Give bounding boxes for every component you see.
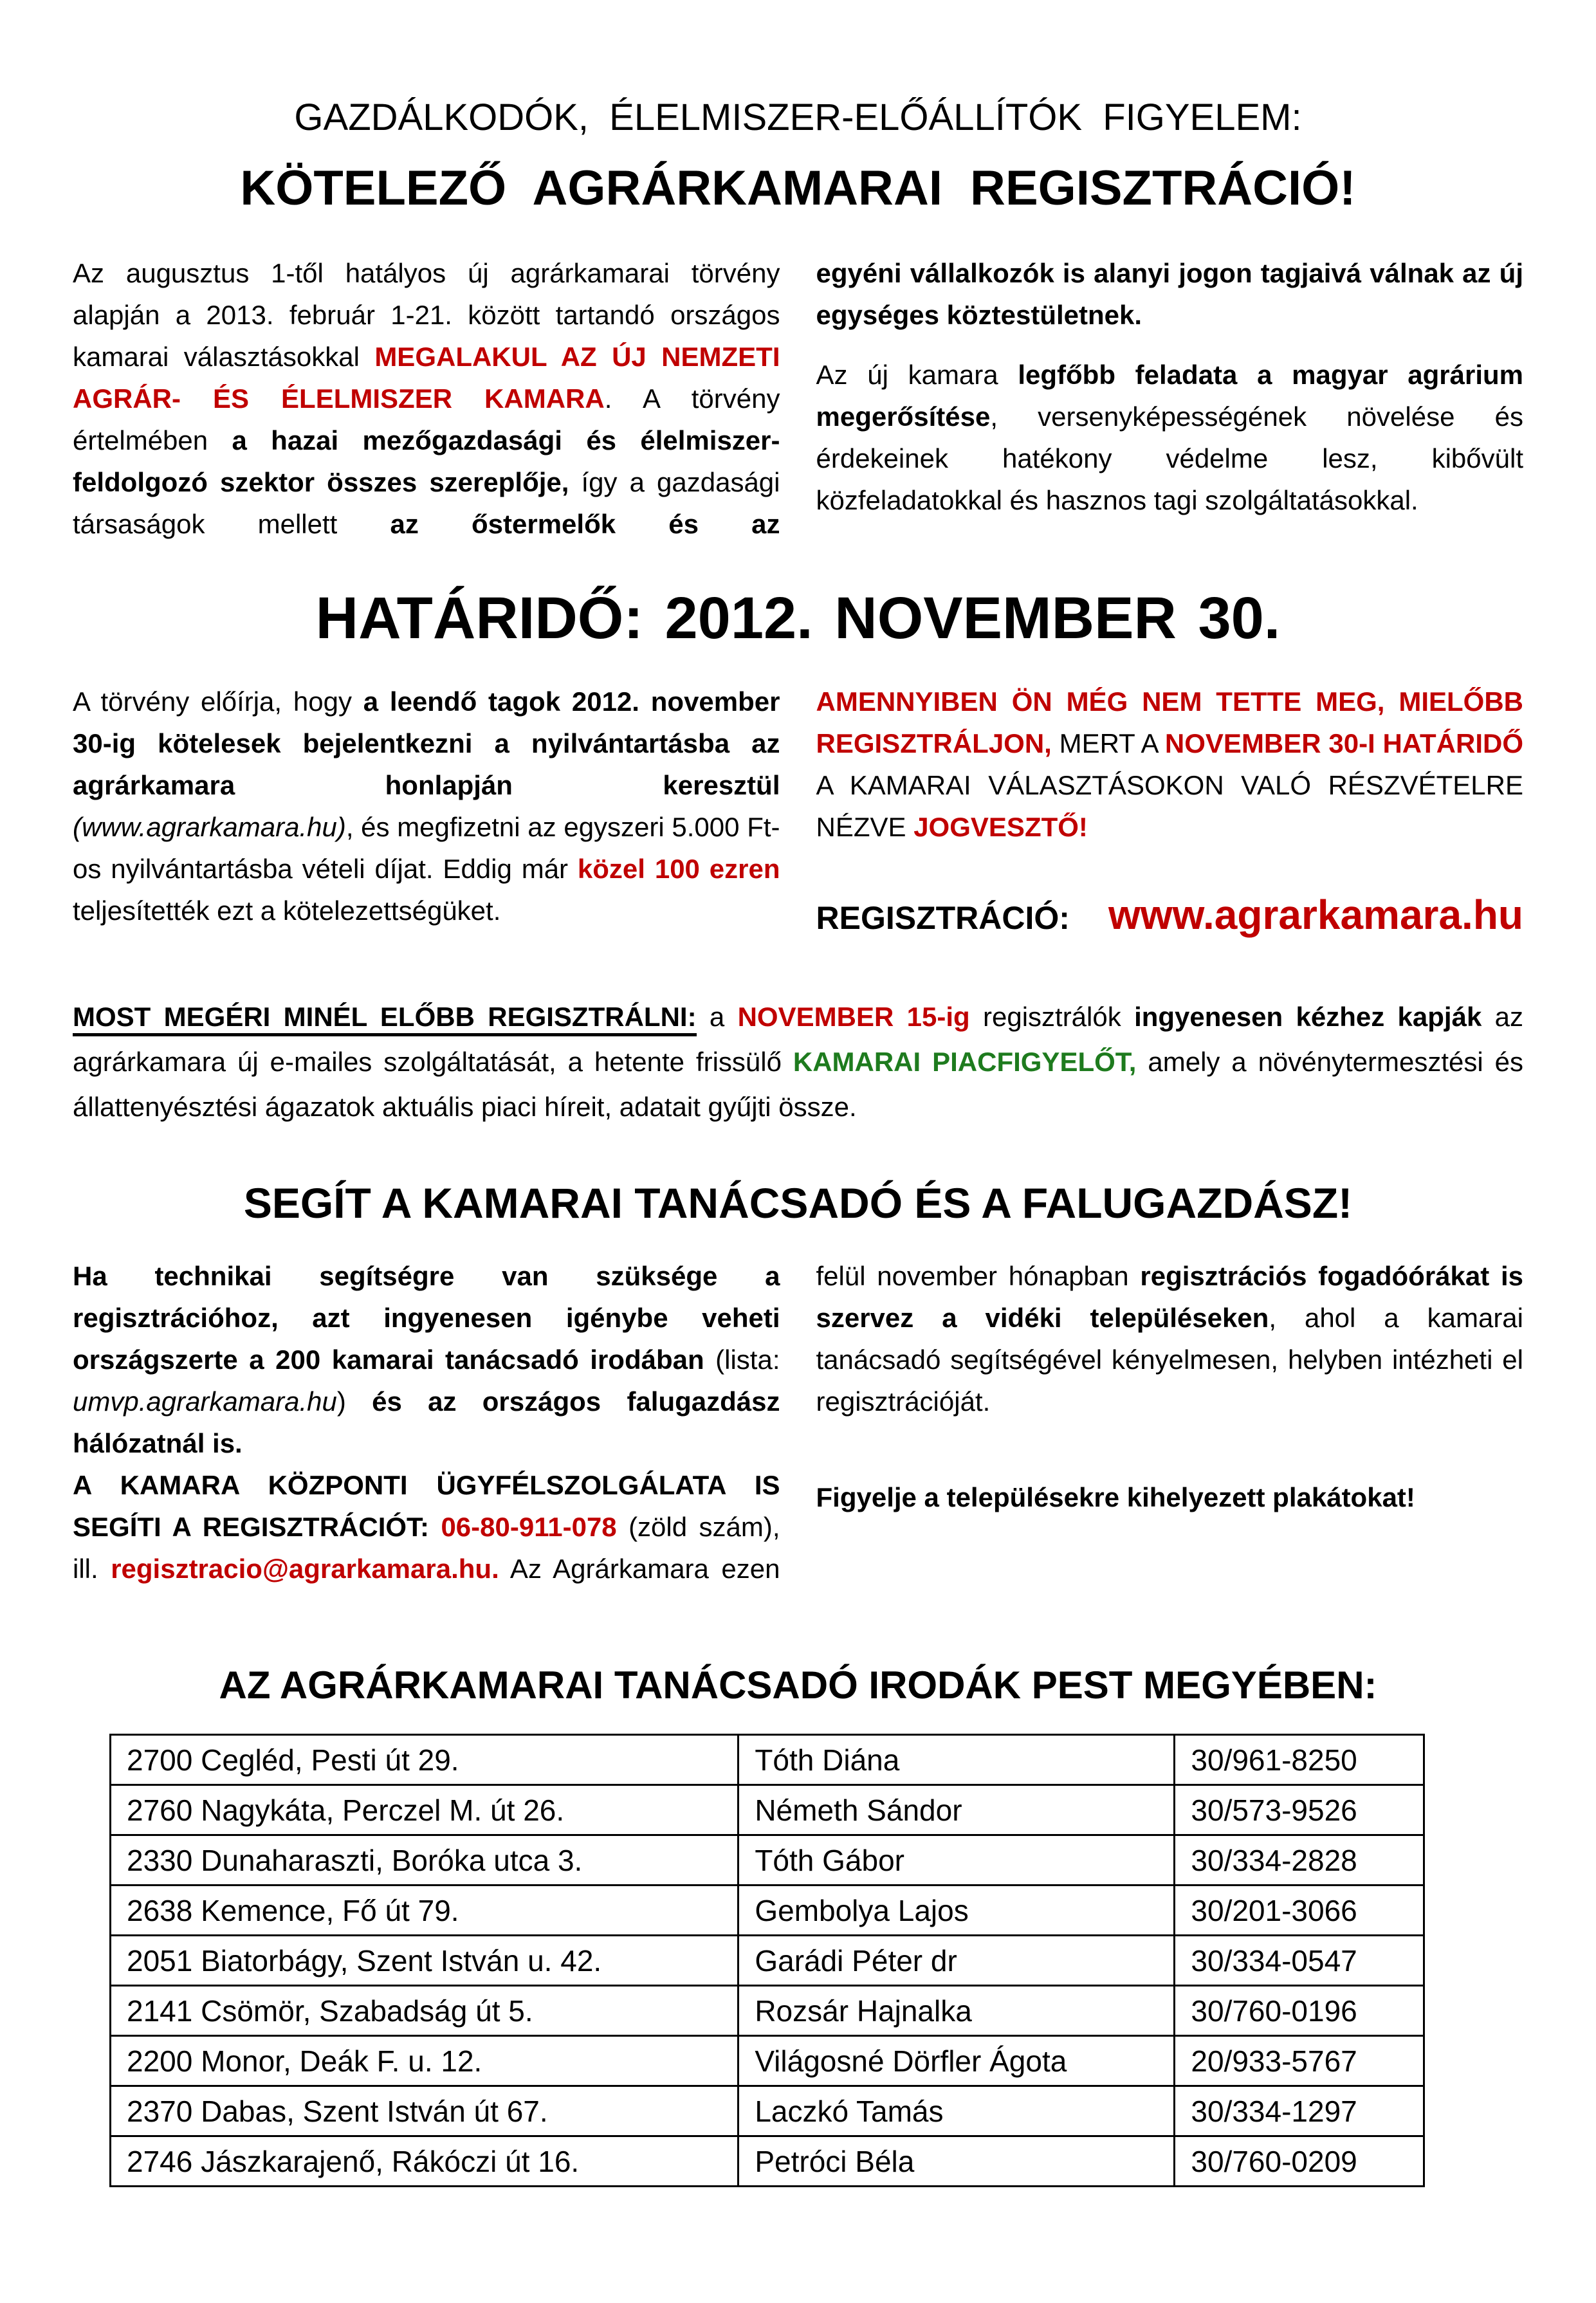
office-row: [111, 1735, 1424, 1785]
office-address-cell: 2370 Dabas, Szent István út 67.: [111, 2086, 738, 2136]
text-span: umvp.agrarkamara.hu: [73, 1386, 337, 1417]
text-span: KAMARAI PIACFIGYELŐT,: [793, 1047, 1137, 1078]
intro-right-column: [816, 252, 1524, 545]
intro-right-paragraph-1: [816, 252, 1524, 336]
office-phone-cell: 30/760-0196: [1175, 1986, 1424, 2036]
deadline-left-paragraph: [73, 681, 780, 931]
text-span: legfőbb feladata a magyar agrárium megerősítése: [816, 360, 1523, 432]
office-phone-cell: 30/334-2828: [1175, 1835, 1424, 1886]
office-row: [111, 2136, 1424, 2187]
office-row: [111, 1986, 1424, 2036]
office-phone-cell: 30/334-0547: [1175, 1936, 1424, 1986]
office-row: [111, 1936, 1424, 1986]
office-name-cell: Rozsár Hajnalka: [738, 1986, 1175, 2036]
office-address-cell: 2051 Biatorbágy, Szent István u. 42.: [111, 1936, 738, 1986]
offices-table: [109, 1734, 1425, 2187]
text-span: az agrárkamara új e-mailes szolgáltatását, a hetente frissülő: [73, 1002, 1524, 1078]
intro-left-column: [73, 252, 780, 545]
text-span: Az augusztus 1-től hatályos új agrárkamarai törvény alapján a 2013. február 1-21. között tartandó országos kamarai választásokkal: [73, 258, 780, 372]
office-row: [111, 2036, 1424, 2086]
text-span: AMENNYIBEN ÖN MÉG NEM TETTE MEG, MIELŐBB REGISZTRÁLJON,: [816, 686, 1523, 759]
text-span: JOGVESZTŐ!: [913, 812, 1088, 843]
registration-label: REGISZTRÁCIÓ:: [816, 900, 1070, 937]
text-span: Ha technikai segítségre van szüksége a regisztrációhoz, azt ingyenesen igénybe veheti országszerte a 200 kamarai tanácsadó irodában: [73, 1261, 780, 1375]
office-name-cell: Petróci Béla: [738, 2136, 1175, 2187]
deadline-right-column: [816, 681, 1524, 939]
office-name-cell: Tóth Gábor: [738, 1835, 1175, 1886]
text-span: ): [336, 1386, 372, 1417]
intro-right-paragraph-2: [816, 354, 1524, 521]
office-name-cell: Laczkó Tamás: [738, 2086, 1175, 2136]
text-span: Az Agrárkamara ezen: [499, 1554, 780, 1584]
office-row: [111, 2086, 1424, 2136]
text-span: egyéni vállalkozók is alanyi jogon tagjaivá válnak az új egységes köztestületnek.: [816, 258, 1523, 331]
text-span: . A törvény értelmében: [73, 383, 780, 456]
text-span: A KAMARA KÖZPONTI ÜGYFÉLSZOLGÁLATA IS SEGÍTI A REGISZTRÁCIÓT:: [73, 1470, 780, 1543]
text-span: ingyenesen kézhez kapják: [1134, 1002, 1482, 1032]
office-row: [111, 1835, 1424, 1886]
offices-heading: AZ AGRÁRKAMARAI TANÁCSADÓ IRODÁK PEST MEGYÉBEN:: [219, 1664, 1377, 1707]
text-span: MEGALAKUL AZ ÚJ NEMZETI AGRÁR- ÉS ÉLELMISZER KAMARA: [73, 342, 780, 414]
office-address-cell: 2638 Kemence, Fő út 79.: [111, 1886, 738, 1936]
text-span: (www.agrarkamara.hu): [73, 812, 346, 843]
text-span: teljesítették ezt a kötelezettségüket.: [73, 895, 501, 926]
text-span: NOVEMBER 30-I HATÁRIDŐ: [1164, 728, 1523, 759]
registration-line: [816, 894, 1524, 939]
deadline-heading: HATÁRIDŐ: 2012. NOVEMBER 30.: [315, 585, 1281, 652]
office-phone-cell: 20/933-5767: [1175, 2036, 1424, 2086]
help-right-column: [816, 1255, 1524, 1590]
offices-table-body: [111, 1735, 1424, 2187]
office-address-cell: 2141 Csömör, Szabadság út 5.: [111, 1986, 738, 2036]
help-left-column: [73, 1255, 780, 1590]
text-span: NOVEMBER 15-ig: [737, 1002, 970, 1032]
text-span: (lista:: [704, 1344, 780, 1375]
office-address-cell: 2700 Cegléd, Pesti út 29.: [111, 1735, 738, 1785]
office-address-cell: 2760 Nagykáta, Perczel M. út 26.: [111, 1785, 738, 1835]
text-span: regisztrálók: [969, 1002, 1135, 1032]
text-span: regisztracio@agrarkamara.hu.: [111, 1554, 499, 1584]
register-now-paragraph: [73, 995, 1523, 1130]
text-span: közel 100 ezren: [577, 854, 780, 885]
office-address-cell: 2746 Jászkarajenő, Rákóczi út 16.: [111, 2136, 738, 2187]
text-span: így a gazdasági társaságok mellett: [73, 467, 780, 540]
text-span: amely a növénytermesztési és állattenyésztési ágazatok aktuális piaci híreit, adatait gyűjti össze.: [73, 1047, 1523, 1123]
office-name-cell: Gembolya Lajos: [738, 1886, 1175, 1936]
office-phone-cell: 30/201-3066: [1175, 1886, 1424, 1936]
text-span: A KAMARAI VÁLASZTÁSOKON VALÓ RÉSZVÉTELRE NÉZVE: [816, 770, 1523, 843]
text-span: az őstermelők és az: [390, 509, 780, 540]
text-span: Az új kamara: [816, 360, 1018, 390]
text-span: 06-80-911-078: [441, 1512, 617, 1543]
text-span: (zöld szám), ill.: [73, 1512, 780, 1584]
help-section: [73, 1255, 1523, 1590]
text-span: , versenyképességének növelése és érdekeinek hatékony védelme lesz, kibővült közfeladatokkal és hasznos tagi szolgáltatásokkal.: [816, 401, 1523, 516]
text-span: regisztrációs fogadóórákat is szervez a vidéki településeken: [816, 1261, 1524, 1334]
help-right-paragraph-2: [816, 1476, 1524, 1518]
text-span: és az országos falugazdász hálózatnál is.: [73, 1386, 780, 1459]
help-left-paragraph-2: [73, 1464, 780, 1590]
office-name-cell: Németh Sándor: [738, 1785, 1175, 1835]
office-phone-cell: 30/573-9526: [1175, 1785, 1424, 1835]
intro-left-paragraph: [73, 252, 780, 545]
page-title: KÖTELEZŐ AGRÁRKAMARAI REGISZTRÁCIÓ!: [240, 160, 1356, 216]
text-span: felül november hónapban: [816, 1261, 1141, 1292]
text-span: a: [696, 1002, 738, 1032]
office-name-cell: Világosné Dörfler Ágota: [738, 2036, 1175, 2086]
deadline-right-paragraph: [816, 681, 1524, 848]
office-row: [111, 1886, 1424, 1936]
office-address-cell: 2200 Monor, Deák F. u. 12.: [111, 2036, 738, 2086]
text-span: , ahol a kamarai tanácsadó segítségével kényelmesen, helyben intézheti el regisztrációját.: [816, 1303, 1523, 1417]
office-name-cell: Tóth Diána: [738, 1735, 1175, 1785]
office-phone-cell: 30/961-8250: [1175, 1735, 1424, 1785]
registration-url-link: www.agrarkamara.hu: [1108, 892, 1523, 939]
office-row: [111, 1785, 1424, 1835]
office-address-cell: 2330 Dunaharaszti, Boróka utca 3.: [111, 1835, 738, 1886]
office-phone-cell: 30/334-1297: [1175, 2086, 1424, 2136]
text-span: a hazai mezőgazdasági és élelmiszer-feldolgozó szektor összes szereplője,: [73, 425, 780, 498]
intro-section: [73, 252, 1523, 545]
text-span: a leendő tagok 2012. november 30-ig kötelesek bejelentkezni a nyilvántartásba az agrárkamara honlapján keresztül: [73, 686, 780, 801]
text-span: MERT A: [1051, 728, 1165, 759]
text-span: A törvény előírja, hogy: [73, 686, 363, 717]
deadline-section: [73, 681, 1523, 939]
deadline-left-column: [73, 681, 780, 939]
help-left-paragraph-1: [73, 1255, 780, 1464]
text-span: , és megfizetni az egyszeri 5.000 Ft-os nyilvántartásba vételi díjat. Eddig már: [73, 812, 780, 885]
text-span: Figyelje a településekre kihelyezett plakátokat!: [816, 1482, 1415, 1513]
help-right-paragraph-1: [816, 1255, 1524, 1422]
attention-heading: GAZDÁLKODÓK, ÉLELMISZER-ELŐÁLLÍTÓK FIGYELEM:: [294, 96, 1302, 138]
help-heading: SEGÍT A KAMARAI TANÁCSADÓ ÉS A FALUGAZDÁSZ!: [243, 1179, 1353, 1227]
office-name-cell: Garádi Péter dr: [738, 1936, 1175, 1986]
text-span: MOST MEGÉRI MINÉL ELŐBB REGISZTRÁLNI:: [73, 1002, 697, 1036]
office-phone-cell: 30/760-0209: [1175, 2136, 1424, 2187]
